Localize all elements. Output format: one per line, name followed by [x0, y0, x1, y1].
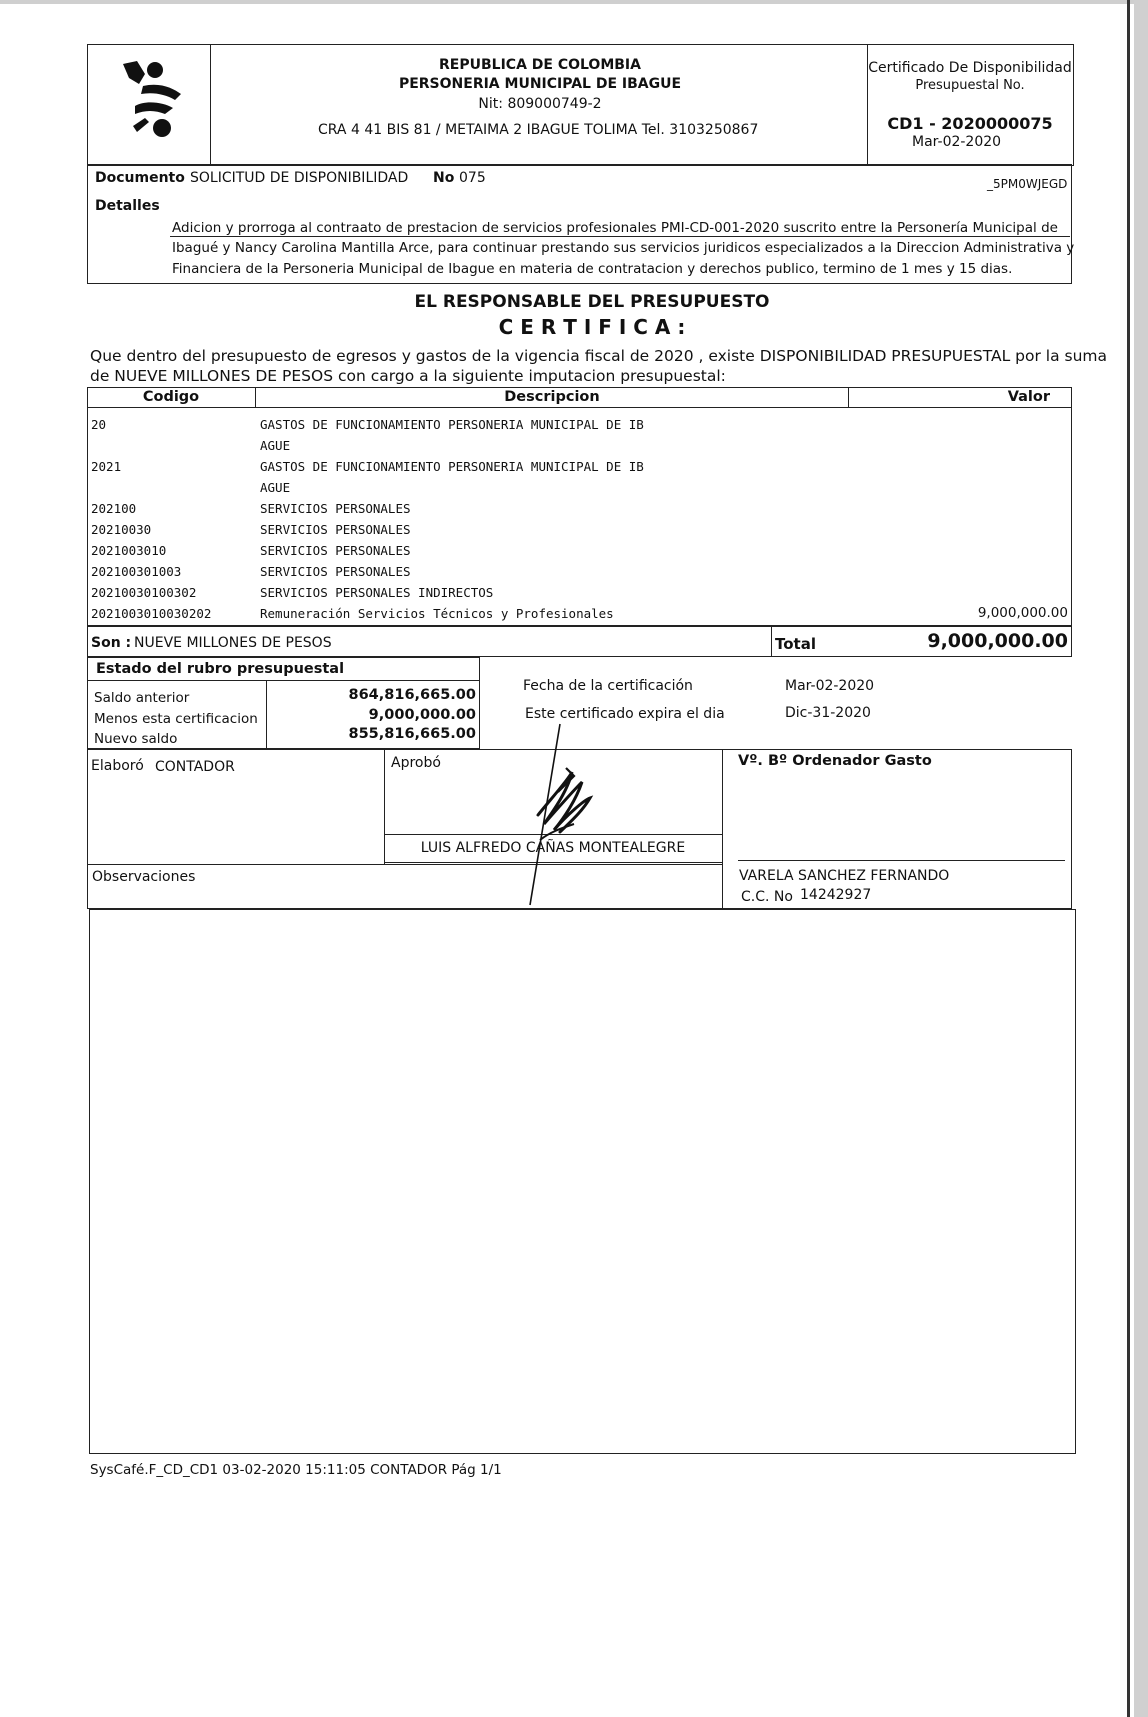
row-description: GASTOS DE FUNCIONAMIENTO PERSONERIA MUNICIPAL DE IB	[260, 459, 644, 474]
saldo-anterior-value: 864,816,665.00	[348, 687, 476, 703]
cert-date: Mar-02-2020	[912, 134, 1002, 150]
aprobo-name: LUIS ALFREDO CAÑAS MONTEALEGRE	[420, 840, 686, 856]
certify-text-line2: de NUEVE MILLONES DE PESOS con cargo a la siguiente imputacion presupuestal:	[90, 367, 726, 385]
cert-number: CD1 - 2020000075	[887, 114, 1053, 133]
son-label: Son :	[91, 635, 132, 651]
row-description: AGUE	[260, 438, 291, 453]
row-value: 9,000,000.00	[977, 605, 1068, 621]
table-header-divider	[87, 407, 1072, 408]
handwritten-signature	[510, 720, 620, 910]
table-col-divider-2	[848, 387, 849, 407]
header-divider-left	[210, 44, 211, 166]
scan-right-border	[1127, 0, 1130, 1717]
status-col-divider	[266, 680, 267, 749]
nuevo-saldo-value: 855,816,665.00	[348, 726, 476, 742]
column-header-descripcion: Descripcion	[504, 389, 600, 405]
row-description: AGUE	[260, 480, 291, 495]
document-label: Documento	[95, 170, 185, 186]
row-code: 202100301003	[91, 564, 182, 579]
row-code: 2021003010030202	[91, 606, 212, 621]
document-value: SOLICITUD DE DISPONIBILIDAD	[190, 170, 409, 186]
row-code: 20210030100302	[91, 585, 197, 600]
country-name: REPUBLICA DE COLOMBIA	[439, 57, 641, 73]
details-underline-1	[170, 236, 1070, 237]
row-description: SERVICIOS PERSONALES	[260, 522, 411, 537]
scan-right-edge	[1134, 0, 1148, 1717]
footer-text: SysCafé.F_CD_CD1 03-02-2020 15:11:05 CONTADOR Pág 1/1	[90, 1462, 502, 1478]
totals-divider	[771, 626, 772, 657]
details-line-1: Adicion y prorroga al contraato de prestacion de servicios profesionales PMI-CD-001-2020 suscrito entre la Personería Municipal de	[172, 220, 1058, 236]
expira-value: Dic-31-2020	[785, 705, 871, 721]
elaboro-value: CONTADOR	[155, 759, 235, 775]
column-header-codigo: Codigo	[142, 389, 200, 405]
son-value: NUEVE MILLONES DE PESOS	[134, 635, 332, 651]
entity-name: PERSONERIA MUNICIPAL DE IBAGUE	[398, 76, 682, 92]
entity-address: CRA 4 41 BIS 81 / METAIMA 2 IBAGUE TOLIMA Tel. 3103250867	[318, 122, 759, 138]
cert-title-line2: Presupuestal No.	[915, 78, 1025, 93]
details-line-2: Ibagué y Nancy Carolina Mantilla Arce, para continuar prestando sus servicios juridicos especializados a la Direccion Administrativa y	[172, 240, 1075, 256]
row-description: Remuneración Servicios Técnicos y Profesionales	[260, 606, 614, 621]
vobo-signature-line	[738, 860, 1065, 861]
row-code: 202100	[91, 501, 137, 516]
nuevo-saldo-label: Nuevo saldo	[94, 731, 178, 747]
details-label: Detalles	[95, 198, 160, 214]
personeria-logo-icon	[115, 56, 205, 144]
total-value: 9,000,000.00	[927, 630, 1068, 652]
row-code: 20	[91, 417, 107, 432]
cc-value: 14242927	[800, 887, 872, 903]
certify-heading: EL RESPONSABLE DEL PRESUPUESTO	[414, 292, 770, 312]
row-code: 20210030	[91, 522, 152, 537]
vobo-label: Vº. Bº Ordenador Gasto	[738, 753, 932, 769]
observaciones-label: Observaciones	[92, 869, 196, 885]
menos-certificacion-label: Menos esta certificacion	[94, 711, 258, 727]
row-description: SERVICIOS PERSONALES	[260, 543, 411, 558]
column-header-valor: Valor	[1007, 389, 1050, 405]
fecha-certificacion-value: Mar-02-2020	[785, 678, 875, 694]
document-no-value: 075	[459, 170, 486, 186]
total-label: Total	[775, 635, 816, 653]
menos-certificacion-value: 9,000,000.00	[368, 707, 476, 723]
vobo-name: VARELA SANCHEZ FERNANDO	[739, 868, 950, 884]
expira-label: Este certificado expira el dia	[525, 706, 725, 722]
elaboro-label: Elaboró	[91, 758, 144, 774]
document-no-label: No	[433, 170, 455, 186]
entity-nit: Nit: 809000749-2	[478, 96, 602, 112]
row-description: SERVICIOS PERSONALES	[260, 564, 411, 579]
status-heading-divider	[87, 680, 480, 681]
scan-top-edge	[0, 0, 1148, 4]
row-description: SERVICIOS PERSONALES INDIRECTOS	[260, 585, 494, 600]
certify-text-line1: Que dentro del presupuesto de egresos y gastos de la vigencia fiscal de 2020 , existe DISPONIBILIDAD PRESUPUESTAL por la suma	[90, 347, 1108, 365]
row-description: GASTOS DE FUNCIONAMIENTO PERSONERIA MUNICIPAL DE IB	[260, 417, 644, 432]
row-code: 2021003010	[91, 543, 167, 558]
certifica-title: C E R T I F I C A :	[498, 315, 686, 339]
observaciones-top-line	[87, 864, 722, 865]
details-line-3: Financiera de la Personeria Municipal de Ibague en materia de contratacion y derechos publico, termino de 1 mes y 15 dias.	[172, 261, 1013, 277]
aprobo-label: Aprobó	[391, 755, 441, 771]
row-description: SERVICIOS PERSONALES	[260, 501, 411, 516]
status-heading: Estado del rubro presupuestal	[96, 661, 345, 677]
saldo-anterior-label: Saldo anterior	[94, 690, 190, 706]
cc-label: C.C. No	[741, 889, 793, 905]
cert-title-line1: Certificado De Disponibilidad	[868, 60, 1072, 76]
document-code: _5PM0WJEGD	[987, 177, 1068, 191]
signature-divider-2	[722, 749, 723, 909]
fecha-certificacion-label: Fecha de la certificación	[523, 678, 693, 694]
row-code: 2021	[91, 459, 122, 474]
content-frame	[89, 909, 1076, 1454]
